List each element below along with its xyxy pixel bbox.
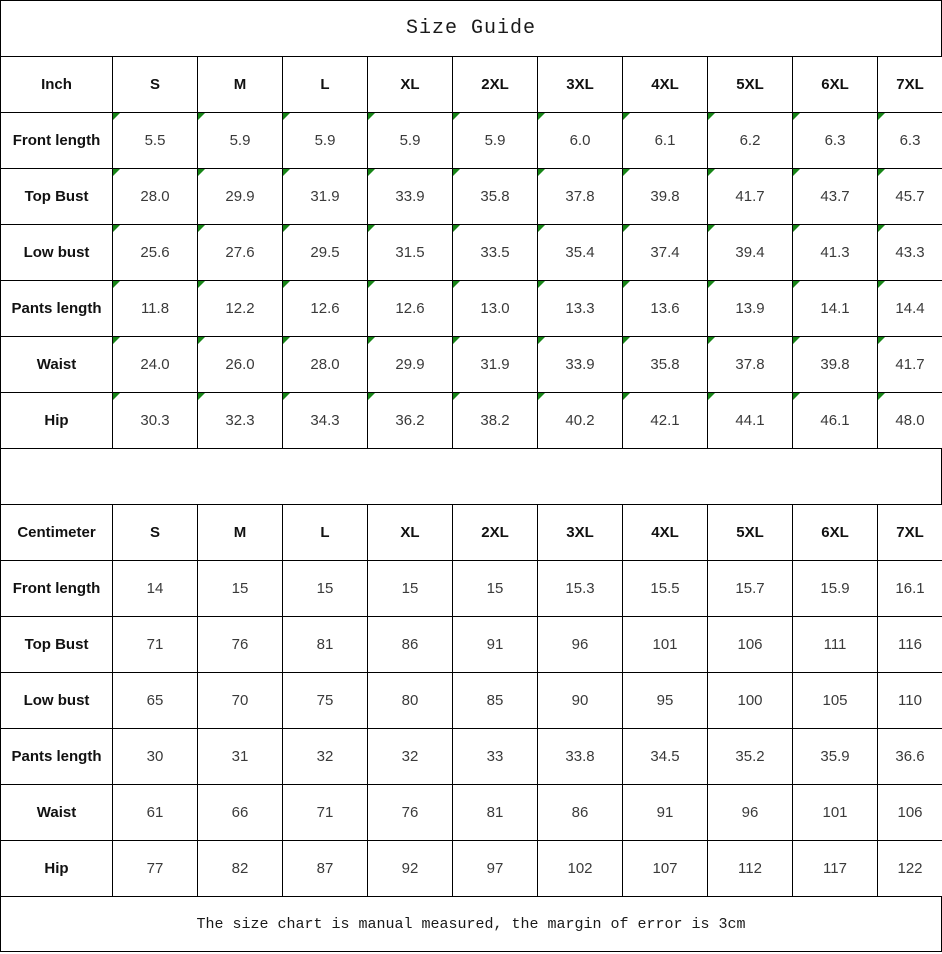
value-cell: 14: [113, 561, 198, 617]
value-cell: 122: [878, 841, 942, 897]
value-cell: 6.3: [793, 113, 878, 169]
size-header-cell: 7XL: [878, 505, 942, 561]
value-cell: 36.6: [878, 729, 942, 785]
value-cell: 32.3: [198, 393, 283, 449]
value-cell: 112: [708, 841, 793, 897]
measurement-row: [1, 729, 942, 785]
value-cell: 29.5: [283, 225, 368, 281]
value-cell: 41.3: [793, 225, 878, 281]
value-cell: 29.9: [368, 337, 453, 393]
row-label-cell: Pants length: [1, 729, 113, 785]
value-cell: 61: [113, 785, 198, 841]
value-cell: 43.7: [793, 169, 878, 225]
unit-header-cell: Inch: [1, 57, 113, 113]
value-cell: 31.9: [453, 337, 538, 393]
size-header-cell: L: [283, 57, 368, 113]
value-cell: 24.0: [113, 337, 198, 393]
value-cell: 106: [708, 617, 793, 673]
value-cell: 15.5: [623, 561, 708, 617]
value-cell: 5.5: [113, 113, 198, 169]
value-cell: 96: [538, 617, 623, 673]
value-cell: 15.3: [538, 561, 623, 617]
size-header-row: [1, 57, 942, 113]
value-cell: 36.2: [368, 393, 453, 449]
size-header-cell: S: [113, 57, 198, 113]
size-header-cell: 4XL: [623, 505, 708, 561]
value-cell: 39.8: [793, 337, 878, 393]
value-cell: 106: [878, 785, 942, 841]
value-cell: 80: [368, 673, 453, 729]
value-cell: 33.9: [538, 337, 623, 393]
row-label-cell: Hip: [1, 393, 113, 449]
row-label-cell: Low bust: [1, 225, 113, 281]
value-cell: 28.0: [283, 337, 368, 393]
value-cell: 33: [453, 729, 538, 785]
value-cell: 15: [283, 561, 368, 617]
measurement-row: [1, 113, 942, 169]
value-cell: 46.1: [793, 393, 878, 449]
value-cell: 13.3: [538, 281, 623, 337]
value-cell: 45.7: [878, 169, 942, 225]
measurement-row: [1, 169, 942, 225]
value-cell: 37.8: [538, 169, 623, 225]
row-label-cell: Front length: [1, 561, 113, 617]
value-cell: 91: [453, 617, 538, 673]
value-cell: 37.8: [708, 337, 793, 393]
value-cell: 26.0: [198, 337, 283, 393]
size-header-cell: 6XL: [793, 505, 878, 561]
value-cell: 15: [368, 561, 453, 617]
value-cell: 116: [878, 617, 942, 673]
row-label-cell: Top Bust: [1, 169, 113, 225]
value-cell: 35.8: [623, 337, 708, 393]
value-cell: 35.4: [538, 225, 623, 281]
value-cell: 48.0: [878, 393, 942, 449]
value-cell: 44.1: [708, 393, 793, 449]
value-cell: 101: [793, 785, 878, 841]
value-cell: 92: [368, 841, 453, 897]
value-cell: 15.7: [708, 561, 793, 617]
measurement-row: [1, 617, 942, 673]
unit-header-cell: Centimeter: [1, 505, 113, 561]
value-cell: 27.6: [198, 225, 283, 281]
measurement-row: [1, 561, 942, 617]
value-cell: 13.6: [623, 281, 708, 337]
size-header-cell: XL: [368, 57, 453, 113]
measurement-row: [1, 225, 942, 281]
value-cell: 76: [368, 785, 453, 841]
value-cell: 117: [793, 841, 878, 897]
value-cell: 31: [198, 729, 283, 785]
centimeter-table: [0, 504, 942, 897]
value-cell: 5.9: [283, 113, 368, 169]
value-cell: 95: [623, 673, 708, 729]
value-cell: 70: [198, 673, 283, 729]
value-cell: 85: [453, 673, 538, 729]
value-cell: 5.9: [368, 113, 453, 169]
value-cell: 41.7: [708, 169, 793, 225]
value-cell: 30.3: [113, 393, 198, 449]
value-cell: 30: [113, 729, 198, 785]
value-cell: 37.4: [623, 225, 708, 281]
value-cell: 12.2: [198, 281, 283, 337]
value-cell: 14.4: [878, 281, 942, 337]
value-cell: 35.8: [453, 169, 538, 225]
row-label-cell: Hip: [1, 841, 113, 897]
value-cell: 32: [368, 729, 453, 785]
size-header-cell: XL: [368, 505, 453, 561]
value-cell: 35.9: [793, 729, 878, 785]
value-cell: 86: [368, 617, 453, 673]
value-cell: 81: [283, 617, 368, 673]
size-header-cell: 4XL: [623, 57, 708, 113]
row-label-cell: Low bust: [1, 673, 113, 729]
value-cell: 111: [793, 617, 878, 673]
inch-table: [0, 56, 942, 449]
value-cell: 65: [113, 673, 198, 729]
value-cell: 102: [538, 841, 623, 897]
value-cell: 105: [793, 673, 878, 729]
value-cell: 76: [198, 617, 283, 673]
row-label-cell: Top Bust: [1, 617, 113, 673]
row-label-cell: Front length: [1, 113, 113, 169]
size-header-cell: M: [198, 57, 283, 113]
value-cell: 66: [198, 785, 283, 841]
value-cell: 38.2: [453, 393, 538, 449]
value-cell: 12.6: [368, 281, 453, 337]
measurement-row: [1, 281, 942, 337]
value-cell: 87: [283, 841, 368, 897]
value-cell: 6.3: [878, 113, 942, 169]
value-cell: 101: [623, 617, 708, 673]
value-cell: 97: [453, 841, 538, 897]
value-cell: 6.0: [538, 113, 623, 169]
value-cell: 86: [538, 785, 623, 841]
value-cell: 34.5: [623, 729, 708, 785]
value-cell: 42.1: [623, 393, 708, 449]
value-cell: 13.0: [453, 281, 538, 337]
value-cell: 100: [708, 673, 793, 729]
footer-note: The size chart is manual measured, the margin of error is 3cm: [0, 896, 942, 952]
size-header-cell: 6XL: [793, 57, 878, 113]
value-cell: 6.1: [623, 113, 708, 169]
value-cell: 14.1: [793, 281, 878, 337]
value-cell: 77: [113, 841, 198, 897]
size-header-cell: S: [113, 505, 198, 561]
size-header-cell: 5XL: [708, 505, 793, 561]
value-cell: 41.7: [878, 337, 942, 393]
spacer-row: [0, 448, 942, 505]
size-header-cell: 3XL: [538, 57, 623, 113]
row-label-cell: Pants length: [1, 281, 113, 337]
measurement-row: [1, 393, 942, 449]
size-header-cell: 7XL: [878, 57, 942, 113]
size-header-cell: 2XL: [453, 505, 538, 561]
value-cell: 5.9: [198, 113, 283, 169]
value-cell: 34.3: [283, 393, 368, 449]
measurement-row: [1, 841, 942, 897]
value-cell: 29.9: [198, 169, 283, 225]
size-header-cell: 2XL: [453, 57, 538, 113]
value-cell: 5.9: [453, 113, 538, 169]
value-cell: 33.5: [453, 225, 538, 281]
size-header-cell: L: [283, 505, 368, 561]
value-cell: 12.6: [283, 281, 368, 337]
value-cell: 40.2: [538, 393, 623, 449]
size-header-cell: M: [198, 505, 283, 561]
value-cell: 15: [453, 561, 538, 617]
size-header-row: [1, 505, 942, 561]
value-cell: 33.9: [368, 169, 453, 225]
size-header-cell: 5XL: [708, 57, 793, 113]
value-cell: 33.8: [538, 729, 623, 785]
value-cell: 28.0: [113, 169, 198, 225]
value-cell: 11.8: [113, 281, 198, 337]
value-cell: 35.2: [708, 729, 793, 785]
value-cell: 75: [283, 673, 368, 729]
value-cell: 90: [538, 673, 623, 729]
value-cell: 81: [453, 785, 538, 841]
value-cell: 39.4: [708, 225, 793, 281]
value-cell: 6.2: [708, 113, 793, 169]
row-label-cell: Waist: [1, 785, 113, 841]
value-cell: 82: [198, 841, 283, 897]
value-cell: 91: [623, 785, 708, 841]
value-cell: 15: [198, 561, 283, 617]
value-cell: 32: [283, 729, 368, 785]
value-cell: 43.3: [878, 225, 942, 281]
value-cell: 25.6: [113, 225, 198, 281]
value-cell: 96: [708, 785, 793, 841]
page-title: Size Guide: [0, 0, 942, 57]
value-cell: 31.5: [368, 225, 453, 281]
size-header-cell: 3XL: [538, 505, 623, 561]
value-cell: 39.8: [623, 169, 708, 225]
row-label-cell: Waist: [1, 337, 113, 393]
measurement-row: [1, 337, 942, 393]
value-cell: 71: [113, 617, 198, 673]
value-cell: 31.9: [283, 169, 368, 225]
value-cell: 110: [878, 673, 942, 729]
value-cell: 107: [623, 841, 708, 897]
measurement-row: [1, 673, 942, 729]
value-cell: 71: [283, 785, 368, 841]
value-cell: 16.1: [878, 561, 942, 617]
value-cell: 15.9: [793, 561, 878, 617]
measurement-row: [1, 785, 942, 841]
value-cell: 13.9: [708, 281, 793, 337]
